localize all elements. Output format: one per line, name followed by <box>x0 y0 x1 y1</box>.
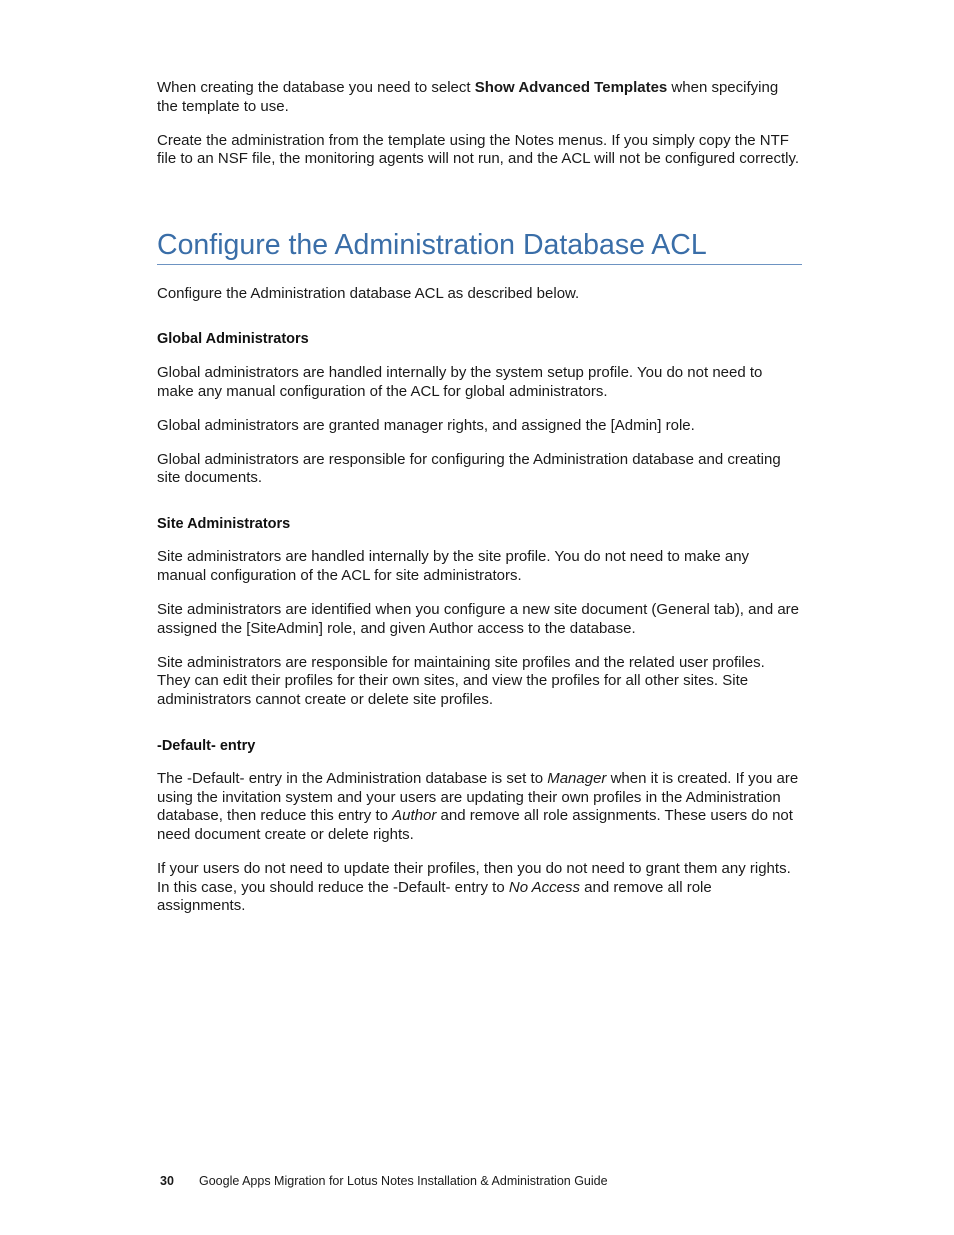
footer-guide-title: Google Apps Migration for Lotus Notes Installation & Administration Guide <box>199 1174 608 1188</box>
text-run: If your users do not need to update their profiles, then you do not need to grant them any rights. In this case, you should reduce the -Default- entry to <box>157 859 791 896</box>
site-admins-heading: Site Administrators <box>157 515 291 532</box>
bold-term: Show Advanced Templates <box>474 79 668 96</box>
default-entry-heading: -Default- entry <box>157 737 256 754</box>
text-run: and remove all role assignments. <box>157 878 712 915</box>
text-run: When creating the database you need to select <box>157 79 475 96</box>
text-run: when specifying the template to use. <box>157 79 779 115</box>
site-admins-paragraph-2: Site administrators are identified when you configure a new site document (General tab), and are assigned the [SiteAdmin] role, and given Author access to the database. <box>157 601 800 637</box>
site-admins-paragraph-3: Site administrators are responsible for maintaining site profiles and the related user profiles. They can edit their profiles for their own sites, and view the profiles for all other sites. Site administrators cannot create or delete site profiles. <box>157 653 765 708</box>
global-admins-paragraph-3: Global administrators are responsible for configuring the Administration database and creating site documents. <box>157 450 781 487</box>
default-entry-paragraph-2 <box>157 860 802 916</box>
intro-paragraph-2: Create the administration from the template using the Notes menus. If you simply copy the NTF file to an NSF file, the monitoring agents will not run, and the ACL will not be configured correctly. <box>157 131 799 168</box>
page-number: 30 <box>160 1174 174 1188</box>
section-lead: Configure the Administration database ACL as described below. <box>157 284 580 302</box>
default-entry-paragraph-1 <box>157 770 802 844</box>
italic-term: Manager <box>547 770 607 788</box>
text-run: The -Default- entry in the Administration database is set to <box>157 770 548 788</box>
text-run: and remove all role assignments. These users do not need document create or delete rights. <box>157 807 793 843</box>
global-admins-heading: Global Administrators <box>157 331 309 348</box>
italic-term: Author <box>392 807 437 825</box>
italic-term: No Access <box>508 878 580 896</box>
global-admins-paragraph-2: Global administrators are granted manager rights, and assigned the [Admin] role. <box>157 416 695 434</box>
intro-paragraph-1 <box>157 79 802 116</box>
text-run: when it is created. If you are using the invitation system and your users are updating their own profiles in the Administration database, then reduce this entry to <box>157 770 799 825</box>
page-footer <box>160 1173 608 1189</box>
section-title: Configure the Administration Database ACL <box>157 228 802 265</box>
global-admins-paragraph-1: Global administrators are handled internally by the system setup profile. You do not need to make any manual configuration of the ACL for global administrators. <box>157 363 763 400</box>
site-admins-paragraph-1: Site administrators are handled internally by the site profile. You do not need to make any manual configuration of the ACL for site administrators. <box>157 548 750 585</box>
page-content <box>157 79 802 916</box>
